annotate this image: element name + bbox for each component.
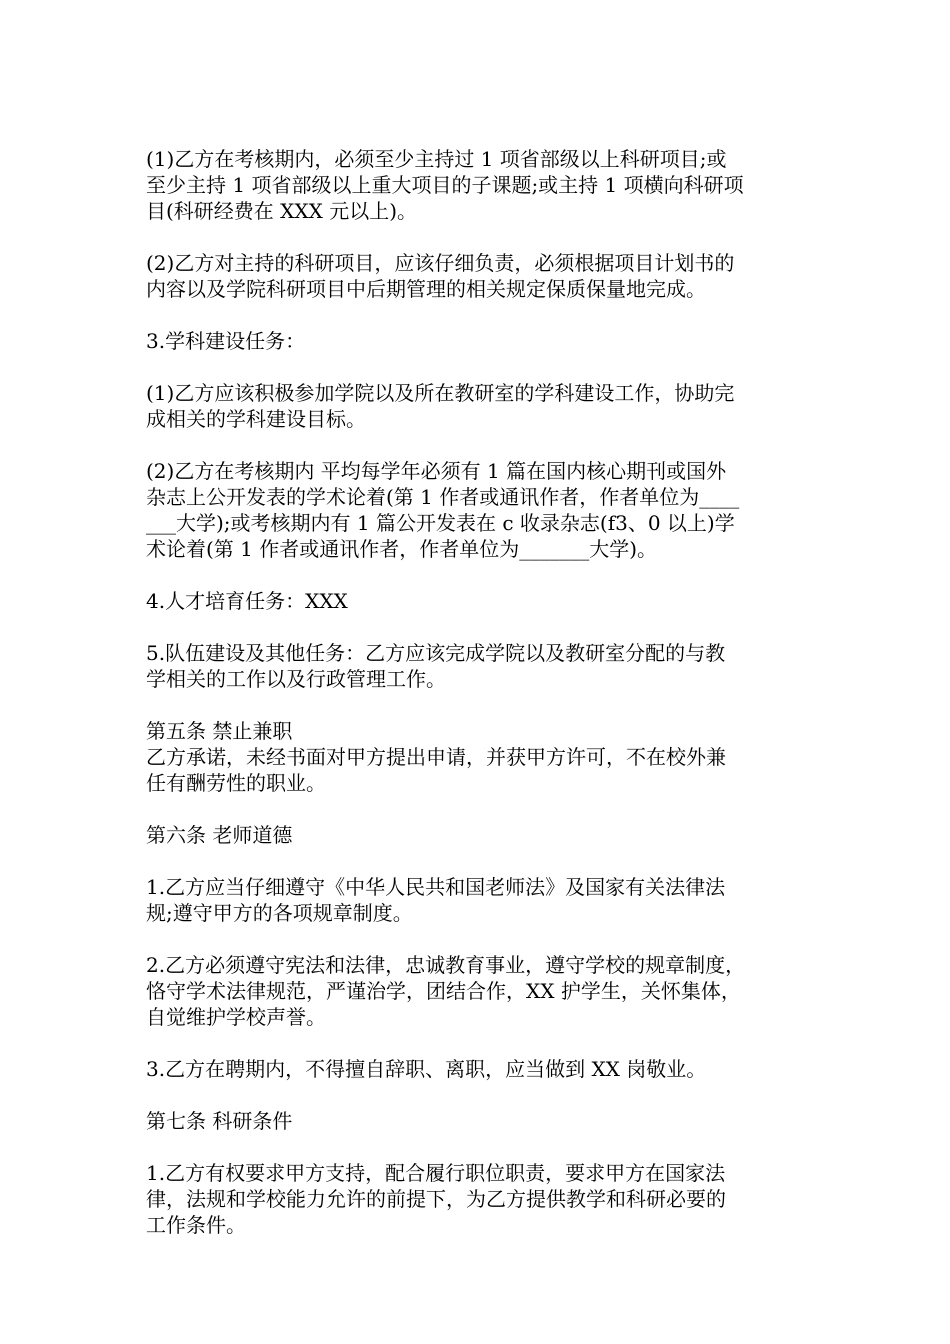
text-line: (1)乙方应该积极参加学院以及所在教研室的学科建设工作，协助完 (146, 381, 735, 405)
paragraph-no-resignation (146, 1056, 811, 1082)
text-line: 1.乙方有权要求甲方支持，配合履行职位职责，要求甲方在国家法 (146, 1161, 726, 1185)
text-line: 至少主持 1 项省部级以上重大项目的子课题;或主持 1 项横向科研项 (146, 173, 744, 197)
article-six-heading (146, 822, 811, 848)
article-five-no-part-time (146, 718, 811, 796)
paragraph-teacher-law (146, 874, 811, 926)
document-page (146, 146, 811, 1264)
text-line: 杂志上公开发表的学术论着(第 1 作者或通讯作者，作者单位为____ (146, 485, 740, 509)
text-line: 内容以及学院科研项目中后期管理的相关规定保质保量地完成。 (146, 277, 706, 301)
text-line: 5.队伍建设及其他任务：乙方应该完成学院以及教研室分配的与教 (146, 641, 726, 665)
paragraph-team-building (146, 640, 811, 692)
text-line: 3.学科建设任务： (146, 329, 306, 353)
text-line: 恪守学术法律规范，严谨治学，团结合作，XX 护学生，关怀集体， (146, 979, 741, 1003)
text-line: (1)乙方在考核期内，必须至少主持过 1 项省部级以上科研项目;或 (146, 147, 727, 171)
text-line: 自觉维护学校声誉。 (146, 1005, 326, 1029)
section-heading-talent-cultivation (146, 588, 811, 614)
article-heading: 第五条 禁止兼职 (146, 719, 293, 743)
text-line: 律，法规和学校能力允许的前提下，为乙方提供教学和科研必要的 (146, 1187, 726, 1211)
paragraph-research-conditions (146, 1160, 811, 1238)
text-line: 3.乙方在聘期内，不得擅自辞职、离职，应当做到 XX 岗敬业。 (146, 1057, 707, 1081)
text-line: 规;遵守甲方的各项规章制度。 (146, 901, 413, 925)
text-line: ___大学);或考核期内有 1 篇公开发表在 c 收录杂志(f3、0 以上)学 (146, 511, 735, 535)
paragraph-constitution-compliance (146, 952, 811, 1030)
text-line: 任有酬劳性的职业。 (146, 771, 326, 795)
text-line: 学相关的工作以及行政管理工作。 (146, 667, 446, 691)
text-line: 1.乙方应当仔细遵守《中华人民共和国老师法》及国家有关法律法 (146, 875, 726, 899)
article-seven-heading (146, 1108, 811, 1134)
section-heading-discipline-construction (146, 328, 811, 354)
text-line: 工作条件。 (146, 1213, 246, 1237)
paragraph-discipline-participation (146, 380, 811, 432)
text-line: 4.人才培育任务：XXX (146, 589, 348, 613)
text-line: (2)乙方在考核期内 平均每学年必须有 1 篇在国内核心期刊或国外 (146, 459, 727, 483)
text-line: 术论着(第 1 作者或通讯作者，作者单位为_______大学)。 (146, 537, 658, 561)
text-line: 目(科研经费在 XXX 元以上)。 (146, 199, 418, 223)
article-heading: 第七条 科研条件 (146, 1109, 293, 1133)
text-line: 2.乙方必须遵守宪法和法律，忠诚教育事业，遵守学校的规章制度， (146, 953, 746, 977)
paragraph-publication-requirement (146, 458, 811, 562)
text-line: 乙方承诺，未经书面对甲方提出申请，并获甲方许可，不在校外兼 (146, 745, 726, 769)
paragraph-research-project-responsibility (146, 250, 811, 302)
text-line: (2)乙方对主持的科研项目，应该仔细负责，必须根据项目计划书的 (146, 251, 735, 275)
text-line: 成相关的学科建设目标。 (146, 407, 366, 431)
article-heading: 第六条 老师道德 (146, 823, 293, 847)
paragraph-research-project-requirement (146, 146, 811, 224)
